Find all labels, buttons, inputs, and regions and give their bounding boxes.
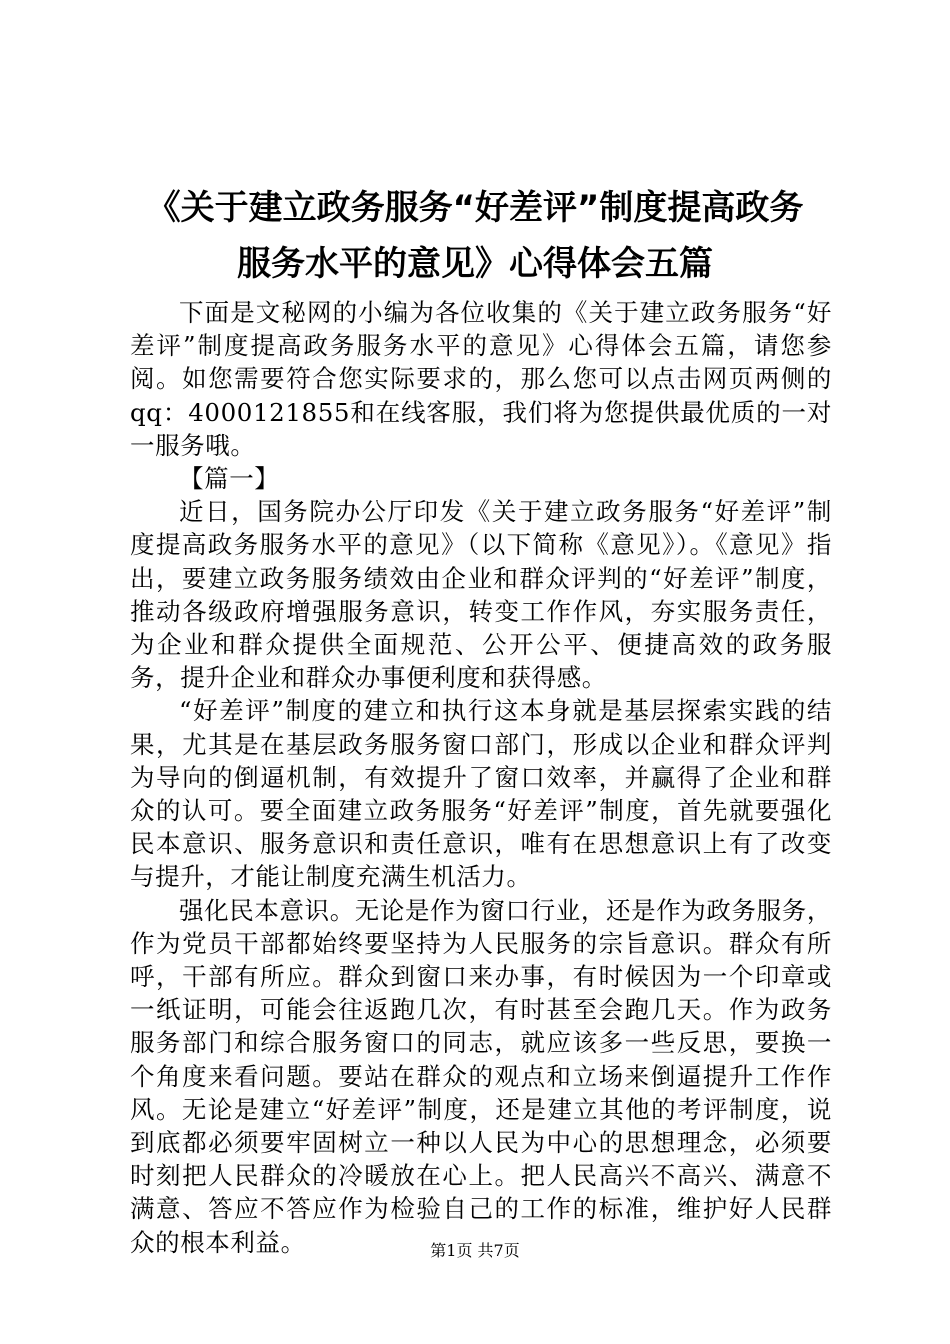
intro-paragraph: 下面是文秘网的小编为各位收集的《关于建立政务服务“好差评”制度提高政务服务水平的意见》心得体会五篇，请您参阅。如您需要符合您实际要求的，那么您可以点击网页两侧的qq：4000121855和在线客服，我们将为您提供最优质的一对一服务哦。 <box>130 298 832 460</box>
body-paragraph: 强化民本意识。无论是作为窗口行业，还是作为政务服务，作为党员干部都始终要坚持为人民服务的宗旨意识。群众有所呼，干部有所应。群众到窗口来办事，有时候因为一个印章或一纸证明，可能会往返跑几次，有时甚至会跑几天。作为政务服务部门和综合服务窗口的同志，就应该多一些反思，要换一个角度来看问题。要站在群众的观点和立场来倒逼提升工作作风。无论是建立“好差评”制度，还是建立其他的考评制度，说到底都必须要牢固树立一种以人民为中心的思想理念，必须要时刻把人民群众的冷暖放在心上。把人民高兴不高兴、满意不满意、答应不答应作为检验自己的工作的标准，维护好人民群众的根本利益。 <box>130 895 832 1257</box>
document-title <box>118 180 832 292</box>
body-paragraph: “好差评”制度的建立和执行这本身就是基层探索实践的结果，尤其是在基层政务服务窗口部门，形成以企业和群众评判为导向的倒逼机制，有效提升了窗口效率，并赢得了企业和群众的认可。要全面建立政务服务“好差评”制度，首先就要强化民本意识、服务意识和责任意识，唯有在思想意识上有了改变与提升，才能让制度充满生机活力。 <box>130 696 832 892</box>
title-line-1: 《关于建立政务服务“好差评”制度提高政务 <box>146 188 804 228</box>
section-heading: 【篇一】 <box>179 464 280 494</box>
document-body <box>130 296 832 1259</box>
body-paragraph: 近日，国务院办公厅印发《关于建立政务服务“好差评”制度提高政务服务水平的意见》（以下简称《意见》）。《意见》指出，要建立政务服务绩效由企业和群众评判的“好差评”制度，推动各级政府增强服务意识，转变工作作风，夯实服务责任，为企业和群众提供全面规范、公开公平、便捷高效的政务服务，提升企业和群众办事便利度和获得感。 <box>130 497 832 693</box>
page-footer: 第1页 共7页 <box>430 1241 520 1260</box>
title-line-2: 服务水平的意见》心得体会五篇 <box>237 244 713 284</box>
